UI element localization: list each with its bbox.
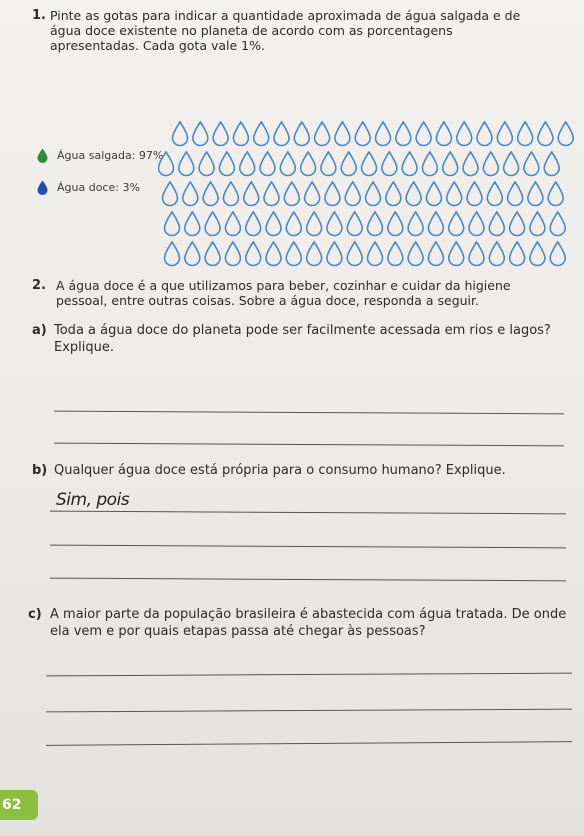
water-drop[interactable]: [294, 122, 309, 146]
water-drop[interactable]: [233, 122, 248, 146]
water-drop[interactable]: [477, 122, 492, 146]
water-drop[interactable]: [497, 122, 512, 146]
water-drop[interactable]: [213, 122, 228, 146]
water-drop[interactable]: [199, 152, 214, 176]
question-2a-letter: a): [32, 323, 47, 338]
page-number: 62: [2, 797, 22, 813]
question-2a-text: Toda a água doce do planeta pode ser facilmente acessada em rios e lagos? Explique.: [54, 323, 551, 355]
water-drop[interactable]: [449, 242, 464, 266]
water-drop[interactable]: [449, 212, 464, 236]
water-drop[interactable]: [388, 212, 403, 236]
water-drop[interactable]: [321, 152, 336, 176]
water-drop[interactable]: [219, 152, 234, 176]
water-drop[interactable]: [402, 152, 417, 176]
page-number-tab: [0, 790, 38, 820]
answer-line-2c-2[interactable]: [46, 709, 572, 713]
water-drop[interactable]: [463, 152, 478, 176]
water-drop[interactable]: [544, 152, 559, 176]
water-drop[interactable]: [240, 152, 255, 176]
water-drop[interactable]: [408, 242, 423, 266]
water-drop[interactable]: [266, 212, 281, 236]
water-drop[interactable]: [315, 122, 330, 146]
water-drop[interactable]: [530, 212, 545, 236]
water-drop[interactable]: [550, 212, 565, 236]
water-drop[interactable]: [467, 182, 482, 206]
water-drop[interactable]: [443, 152, 458, 176]
water-drop[interactable]: [538, 122, 553, 146]
water-drop[interactable]: [524, 152, 539, 176]
water-drop[interactable]: [254, 122, 269, 146]
answer-line-2c-1[interactable]: [46, 673, 572, 677]
water-drop[interactable]: [183, 182, 198, 206]
question-2: [32, 278, 552, 308]
answer-line-2b-1[interactable]: [50, 511, 566, 515]
water-drop[interactable]: [165, 212, 180, 236]
water-drop[interactable]: [266, 242, 281, 266]
water-drop[interactable]: [408, 212, 423, 236]
legend-fresh: [36, 180, 140, 195]
water-drop[interactable]: [193, 122, 208, 146]
water-drop[interactable]: [457, 122, 472, 146]
water-drop[interactable]: [185, 212, 200, 236]
water-drop[interactable]: [341, 152, 356, 176]
water-drop[interactable]: [489, 212, 504, 236]
water-drop[interactable]: [548, 182, 563, 206]
water-drop[interactable]: [510, 212, 525, 236]
water-drop[interactable]: [406, 182, 421, 206]
water-drop[interactable]: [469, 242, 484, 266]
water-drop[interactable]: [558, 122, 573, 146]
answer-line-2c-3[interactable]: [46, 741, 572, 746]
water-drop[interactable]: [205, 242, 220, 266]
water-drop[interactable]: [396, 122, 411, 146]
water-drop[interactable]: [225, 242, 240, 266]
water-drop[interactable]: [386, 182, 401, 206]
water-drop[interactable]: [508, 182, 523, 206]
water-drop[interactable]: [225, 212, 240, 236]
question-2b-letter: b): [32, 463, 48, 478]
water-drop[interactable]: [382, 152, 397, 176]
water-drop[interactable]: [510, 242, 525, 266]
question-2b: [32, 462, 552, 479]
question-2-number: 2.: [32, 278, 46, 293]
legend-salt: [36, 148, 163, 163]
water-drop[interactable]: [368, 242, 383, 266]
water-drop[interactable]: [327, 242, 342, 266]
water-drop[interactable]: [487, 182, 502, 206]
water-drop[interactable]: [422, 152, 437, 176]
water-drop[interactable]: [366, 182, 381, 206]
drop-icon-salt: [36, 148, 49, 163]
legend-salt-label: Água salgada: 97%: [57, 149, 164, 162]
question-2c: [28, 606, 568, 640]
water-drop[interactable]: [469, 212, 484, 236]
water-drop[interactable]: [376, 122, 391, 146]
water-drop[interactable]: [518, 122, 533, 146]
water-drop[interactable]: [416, 122, 431, 146]
water-drop[interactable]: [165, 242, 180, 266]
water-drop[interactable]: [264, 182, 279, 206]
water-drop[interactable]: [203, 182, 218, 206]
handwritten-answer-2b: Sim, pois: [56, 490, 130, 510]
water-drop[interactable]: [301, 152, 316, 176]
question-1-text: Pinte as gotas para indicar a quantidade aproximada de água salgada e de água doce existente no planeta de acordo com as porcentagens apresentadas. Cada gota vale 1%.: [50, 8, 521, 53]
water-drop[interactable]: [163, 182, 178, 206]
water-drop[interactable]: [436, 122, 451, 146]
water-drop[interactable]: [159, 152, 174, 176]
answer-line-2a-2[interactable]: [54, 443, 564, 447]
water-drop[interactable]: [179, 152, 194, 176]
water-drop[interactable]: [307, 212, 322, 236]
question-2a: [32, 322, 552, 356]
water-drop[interactable]: [428, 242, 443, 266]
water-drop[interactable]: [246, 212, 261, 236]
water-drop[interactable]: [305, 182, 320, 206]
water-drop[interactable]: [274, 122, 289, 146]
water-drop[interactable]: [528, 182, 543, 206]
water-drop[interactable]: [504, 152, 519, 176]
water-drop[interactable]: [260, 152, 275, 176]
water-drop[interactable]: [355, 122, 370, 146]
water-drop[interactable]: [428, 212, 443, 236]
question-2c-letter: c): [28, 607, 42, 622]
question-2c-text: A maior parte da população brasileira é abastecida com água tratada. De onde ela vem e por quais etapas passa até chegar às pessoas?: [50, 607, 567, 639]
water-drop[interactable]: [388, 242, 403, 266]
water-drop[interactable]: [368, 212, 383, 236]
water-drop[interactable]: [550, 242, 565, 266]
water-drop[interactable]: [347, 212, 362, 236]
answer-line-2b-3[interactable]: [50, 578, 566, 582]
water-drop[interactable]: [347, 242, 362, 266]
question-1-number: 1.: [32, 8, 46, 23]
water-drop[interactable]: [362, 152, 377, 176]
water-drop[interactable]: [530, 242, 545, 266]
water-drop[interactable]: [223, 182, 238, 206]
water-drop[interactable]: [173, 122, 188, 146]
water-drop[interactable]: [280, 152, 295, 176]
water-drop[interactable]: [307, 242, 322, 266]
water-drop[interactable]: [205, 212, 220, 236]
water-drop[interactable]: [246, 242, 261, 266]
water-drop[interactable]: [335, 122, 350, 146]
water-drop[interactable]: [244, 182, 259, 206]
drop-grid[interactable]: [158, 118, 578, 276]
answer-line-2b-2[interactable]: [50, 545, 566, 549]
water-drop[interactable]: [426, 182, 441, 206]
legend-fresh-label: Água doce: 3%: [57, 181, 140, 194]
water-drop[interactable]: [447, 182, 462, 206]
water-drop[interactable]: [286, 242, 301, 266]
water-drop[interactable]: [286, 212, 301, 236]
question-2-text: A água doce é a que utilizamos para beber, cozinhar e cuidar da higiene pessoal, entre outras coisas. Sobre a água doce, responda a seguir.: [56, 278, 511, 308]
answer-line-2a-1[interactable]: [54, 411, 564, 415]
water-drop[interactable]: [325, 182, 340, 206]
water-drop[interactable]: [185, 242, 200, 266]
drop-icon-fresh: [36, 180, 49, 195]
water-drop[interactable]: [284, 182, 299, 206]
question-1: [32, 8, 532, 53]
question-2b-text: Qualquer água doce está própria para o consumo humano? Explique.: [54, 463, 506, 478]
water-drop[interactable]: [489, 242, 504, 266]
water-drop[interactable]: [483, 152, 498, 176]
water-drop[interactable]: [327, 212, 342, 236]
water-drop[interactable]: [345, 182, 360, 206]
